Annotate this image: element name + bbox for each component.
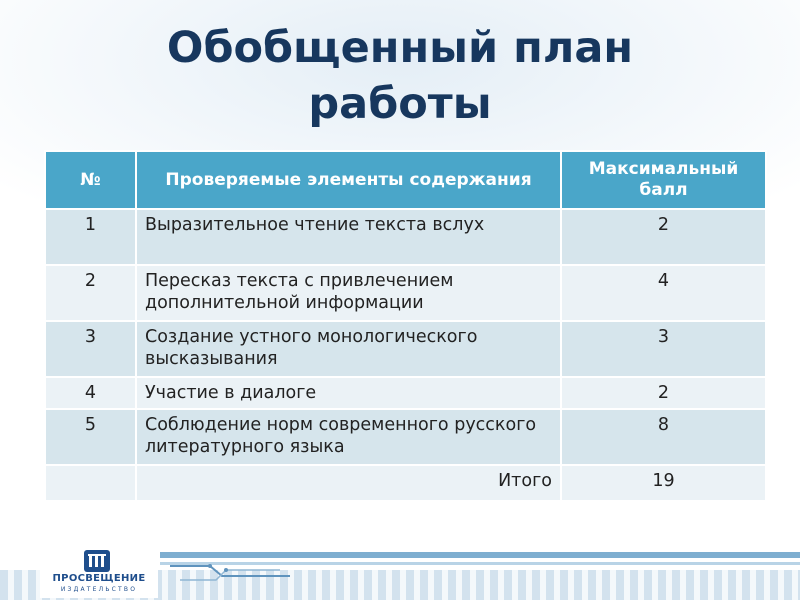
publisher-logo bbox=[40, 548, 158, 598]
header-max-score: Максимальный балл bbox=[561, 151, 766, 209]
publisher-emblem-icon bbox=[84, 550, 110, 572]
footer-stripe bbox=[160, 552, 800, 558]
row-item: Соблюдение норм современного русского литературного языка bbox=[136, 409, 561, 465]
row-score: 2 bbox=[561, 377, 766, 409]
publisher-name: ПРОСВЕЩЕНИЕ bbox=[52, 573, 146, 584]
total-empty-cell bbox=[45, 465, 136, 501]
row-item: Участие в диалоге bbox=[136, 377, 561, 409]
row-number: 4 bbox=[45, 377, 136, 409]
row-score: 2 bbox=[561, 209, 766, 265]
publisher-subtitle: ИЗДАТЕЛЬСТВО bbox=[60, 586, 138, 593]
row-number: 3 bbox=[45, 321, 136, 377]
row-item: Создание устного монологического высказывания bbox=[136, 321, 561, 377]
row-score: 4 bbox=[561, 265, 766, 321]
total-value: 19 bbox=[561, 465, 766, 501]
table-row bbox=[45, 321, 766, 377]
table-header-row bbox=[45, 151, 766, 209]
table-row bbox=[45, 377, 766, 409]
row-number: 1 bbox=[45, 209, 136, 265]
circuit-decoration bbox=[170, 562, 290, 584]
header-number: № bbox=[45, 151, 136, 209]
table-row bbox=[45, 265, 766, 321]
row-number: 5 bbox=[45, 409, 136, 465]
row-score: 3 bbox=[561, 321, 766, 377]
title-line-1: Обобщенный план bbox=[166, 23, 634, 73]
slide-title bbox=[0, 20, 800, 132]
header-elements: Проверяемые элементы содержания bbox=[136, 151, 561, 209]
table-total-row bbox=[45, 465, 766, 501]
table-row bbox=[45, 209, 766, 265]
row-score: 8 bbox=[561, 409, 766, 465]
total-label: Итого bbox=[136, 465, 561, 501]
table-row bbox=[45, 409, 766, 465]
title-line-2: работы bbox=[308, 79, 492, 129]
row-item: Пересказ текста с привлечением дополнительной информации bbox=[136, 265, 561, 321]
row-item: Выразительное чтение текста вслух bbox=[136, 209, 561, 265]
work-plan-table bbox=[44, 150, 767, 502]
row-number: 2 bbox=[45, 265, 136, 321]
